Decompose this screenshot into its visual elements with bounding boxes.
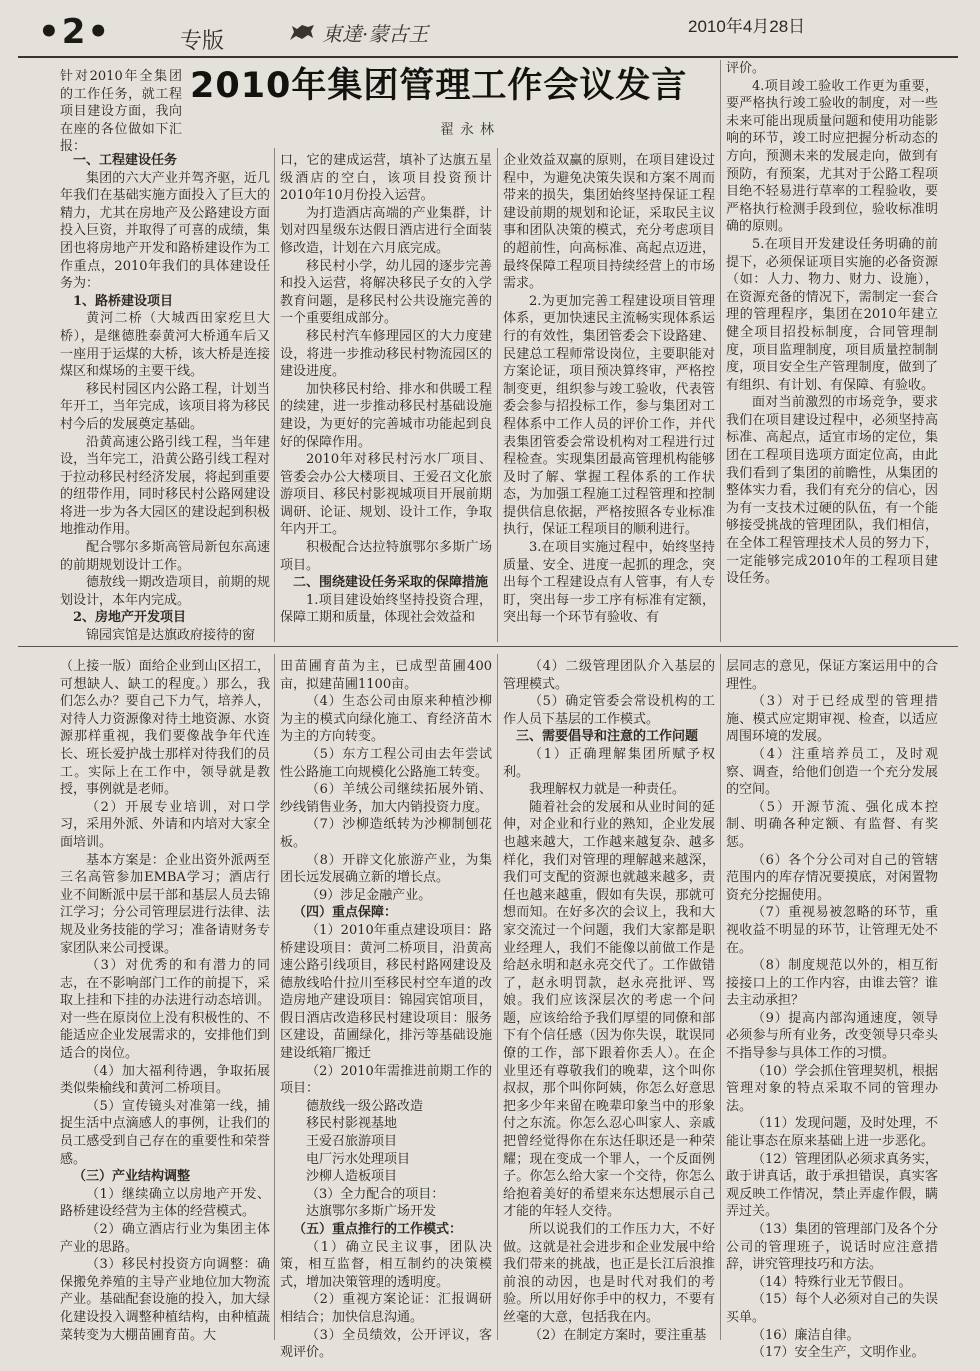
paragraph: （2）在制定方案时，要注重基: [529, 1327, 707, 1343]
paragraph: （5）东方工程公司由去年尝试性公路施工向规模化公路施工转变。: [280, 746, 492, 780]
paragraph: 积极配合达拉特旗鄂尔多斯广场项目。: [280, 540, 492, 573]
issue-date: 2010年4月28日: [688, 17, 806, 36]
paragraph: 移民村小学，幼儿园的逐步完善和投入运营，将解决移民子女的入学教育问题，是移民村公共设施完善的一个重要组成部分。: [280, 258, 492, 327]
masthead-text: 東達·蒙古王: [322, 22, 429, 46]
paragraph: （四）重点保障：: [293, 905, 398, 921]
paragraph: 面对当前激烈的市场竞争，要求我们在项目建设过程中，必须坚持高标准、高起点，适宜市场的定位，集团在工程项目选项方面定位高，由此我们看到了集团的前瞻性，从集团的整体实力看，我们有充分的信心，因为有一支技术过硬的队伍，有一个能够接受挑战的管理团队，我们相信，在全体工程管理技术人员的努力下，一定能够完成2010年的工程项目建设任务。: [726, 395, 938, 587]
paragraph: （9）涉足金融产业。: [306, 887, 432, 903]
paragraph: 移民村影视基地: [306, 1116, 398, 1132]
paragraph: 2.为更加完善工程建设项目管理体系，更加快速民主流畅实现体系运行的有效性，集团管委会下设路建、民建总工程师常设岗位，主要职能对方案论证，项目预决算终审，严格控制变更，组织参与竣工验收，代表管委会参与招投标工作，参与集团对工程体系中工作人员的评价工作，并代表集团管委会常设机构对工程进行过程检查。实现集团最高管理机构能够及时了解、掌握工程体系的工作状态，为加强工程施工过程管理和控制提供信息依据，严格按照各专业标准执行，保证工程项目的顺利进行。: [503, 293, 715, 538]
paragraph: 三、需要倡导和注意的工作问题: [516, 729, 699, 745]
paragraph: （10）学会抓住管理契机，根据管理对象的特点采取不同的管理办法。: [726, 1063, 938, 1114]
paragraph: 口，它的建成运营，填补了达旗五星级酒店的空白，该项目投资预计2010年10月份投入运营。: [280, 153, 492, 204]
paragraph: 配合鄂尔多斯高管局新包东高速的前期规划设计工作。: [60, 540, 270, 573]
paragraph: （14）特殊行业无节假日。: [752, 1274, 912, 1290]
paragraph: 德敖线一级公路改造: [306, 1098, 424, 1114]
paragraph: 2、房地产开发项目: [73, 610, 187, 626]
paragraph: （7）沙柳造纸转为沙柳制刨花板。: [280, 817, 492, 850]
paragraph: 随着社会的发展和从业时间的延伸，对企业和行业的熟知，企业发展也越来越大，工作越来越复杂、越多样化，我们对管理的理解越来越深，我们可支配的资源也就越来越多，责任也越来越重，假如有失误，那就可想而知。在好多次的会议上，我和大家交流过一个问题，我们大家都是职业经理人，我们不能像以前做工作是给赵永明和赵永亮交代了。工作做错了，赵永明罚款，赵永亮批评、骂娘。我们应该深层次的考虑一个问题，应该给给予我们厚望的同僚和部下有个信任感（因为你失误，耽误同僚的工作，部下跟着你丢人）。在企业里还有尊敬我们的晚辈，这个叫你叔叔，那个叫你阿姨，你怎么好意思把多少年来留在晚辈印象当中的形象付之东流。你怎么忍心叫家人、亲戚把曾经觉得你在东达任职还是一种荣耀；现在变成一个罪人，一个反面例子。你怎么给大家一个交待，你怎么给抱着美好的希望来东达想展示自己才能的年轻人交待。: [503, 799, 715, 1220]
paragraph: （4）二级管理团队介入基层的管理模式。: [503, 659, 715, 692]
paragraph: 移民村园区内公路工程，计划当年开工，当年完成，该项目将为移民村今后的发展奠定基础。: [60, 381, 270, 432]
paragraph: 电厂污水处理项目: [306, 1151, 411, 1167]
top-column-4: [726, 60, 938, 642]
paragraph: （11）发现问题，及时处理，不能让事态在原来基础上进一步恶化。: [726, 1116, 938, 1150]
paragraph: 层同志的意见，保证方案运用中的合理性。: [726, 659, 938, 692]
paragraph: 基本方案是：企业出资外派两至三名高管参加EMBA学习；酒店行业不间断派中层干部和基层人员去锦江学习；分公司管理层进行法律、法规及业务技能的学习；准备请财务专家团队来公司授课。: [60, 852, 270, 956]
paragraph: 集团的六大产业并驾齐驱，近几年我们在基础实施方面投入了巨大的精力，尤其在房地产及公路建设方面投入巨资，并取得了可喜的成绩，集团也将房地产开发和路桥建设作为工作重点，2010年我们的具体建设任务为：: [60, 170, 270, 292]
top-column-2: [280, 152, 492, 642]
column-divider: [274, 654, 275, 1340]
paragraph: 企业效益双赢的原则，在项目建设过程中，为避免决策失误和方案不周而带来的损失，集团始终坚持保证工程建设前期的规划和论证，采取民主议事和团队决策的模式，充分考虑项目的超前性，向高标准、高起点迈进，最终保障工程项目持续经营上的市场需求。: [503, 153, 715, 292]
paragraph: （5）确定管委会常设机构的工作人员下基层的工作模式。: [503, 694, 715, 727]
column-divider: [720, 60, 721, 642]
horse-logo-icon: [288, 22, 316, 44]
paragraph: 1.项目建设始终坚持投资合理，保障工期和质量，体现社会效益和: [280, 592, 492, 626]
column-divider: [274, 148, 275, 642]
paragraph: 一、工程建设任务: [73, 153, 178, 168]
paragraph: （3）对优秀的和有潜力的同志，在不影响部门工作的前提下，采取上挂和下挂的办法进行动态培训。对一些在原岗位上没有积极性的、不能适应企业发展需求的，安排他们到适合的岗位。: [60, 958, 270, 1062]
paragraph: （1）确立民主议事，团队决策，相互监督，相互制约的决策模式，增加决策管理的透明度。: [280, 1239, 492, 1290]
paragraph: 沿黄高速公路引线工程，当年建设，当年完工，沿黄公路引线工程对于拉动移民村经济发展，将起到重要的纽带作用，同时移民村公路网建设将进一步为各大园区的建设起到积极地推动作用。: [60, 434, 270, 538]
column-divider: [497, 148, 498, 642]
paragraph: 黄河二桥（大城西田家疙旦大桥），是继德胜泰黄河大桥通车后又一座用于运煤的大桥，该大桥是连接煤区和煤场的主要干线。: [60, 311, 270, 380]
paragraph: 我理解权力就是一种责任。: [529, 782, 686, 798]
paragraph: 为打造酒店高端的产业集群，计划对四星级东达假日酒店进行全面装修改造，计划在六月底完成。: [280, 205, 492, 256]
author-byline: 翟永林: [440, 122, 500, 138]
top-column-3: [503, 152, 715, 642]
paragraph: （1）继续确立以房地产开发、路桥建设经营为主体的经营模式。: [60, 1186, 270, 1220]
paragraph: （12）管理团队必须求真务实，敢于讲真话，敢于承担错误，真实客观反映工作情况，禁止弄虚作假，瞒弄过关。: [726, 1151, 938, 1220]
paragraph: （3）全员绩效，公开评议，客观评价。: [280, 1327, 492, 1361]
top-column-1: [60, 68, 182, 155]
section-name: 专版: [180, 29, 225, 54]
paragraph: （4）加大福利待遇，争取拓展类似柴榆线和黄河二桥项目。: [60, 1063, 270, 1097]
paragraph: （6）各个分公司对自己的管辖范围内的库存情况要摸底，对闲置物资充分挖掘使用。: [726, 852, 938, 903]
paragraph: （3）移民村投资方向调整：确保搬免养殖的主导产业地位加大物流产业。基础配套设施的投入，加大绿化建设投入调整种植结构，由种植蔬菜转变为大棚苗圃育苗。大: [60, 1257, 270, 1343]
paragraph: 二、围绕建设任务采取的保障措施: [293, 575, 489, 591]
paragraph: （五）重点推行的工作模式：: [293, 1222, 463, 1237]
paragraph: 沙柳人造板项目: [306, 1169, 398, 1185]
paragraph: （16）廉洁自律。: [752, 1327, 860, 1343]
paragraph: （9）提高内部沟通速度，领导必须参与所有业务，改变领导只牵头不指导参与具体工作的习惯。: [726, 1010, 938, 1062]
paragraph: 评价。: [726, 61, 766, 76]
paragraph: （7）重视易被忽略的环节，重视收益不明显的环节，让管理无处不在。: [726, 905, 938, 956]
paragraph: 3.在项目实施过程中，始终坚持质量、安全、进度一起抓的理念，突出每个工程建设点有人管事，有人专盯，突出每一步工序有标准有定额，突出每一个环节有验收、有: [503, 540, 715, 626]
top-column-1-lower: [60, 152, 270, 642]
paragraph: （三）产业结构调整: [73, 1169, 191, 1185]
paragraph: 王爱召旅游项目: [306, 1134, 398, 1150]
paragraph: （3）全力配合的项目：: [306, 1186, 445, 1202]
paragraph: （1）2010年重点建设项目：路桥建设项目：黄河二桥项目，沿黄高速公路引线项目，移民村路网建设及德敖线哈什拉川至移民村空车道的改造房地产建设项目：锦园宾馆项目，假日酒店改造移民村建设项目：服务区建设，苗圃绿化，排污等基础设施建设纸箱厂搬迁: [280, 922, 492, 1062]
paragraph: 2010年对移民村污水厂项目、管委会办公大楼项目、王爱召文化旅游项目、移民村影视城项目开展前期调研、论证、规划、设计工作，争取年内开工。: [280, 452, 492, 538]
paragraph: （15）每个人必须对自己的失误买单。: [726, 1292, 938, 1325]
paragraph: 达旗鄂尔多斯广场开发: [306, 1204, 437, 1220]
article-title: 2010年集团管理工作会议发言: [190, 66, 688, 106]
paragraph: （1）正确理解集团所赋予权利。: [503, 746, 715, 780]
bottom-column-1: [60, 658, 270, 1343]
paragraph: 4.项目竣工验收工作更为重要，要严格执行竣工验收的制度，对一些未来可能出现质量问题和使用功能影响的环节，竣工时应把握分析动态的方向，预测未来的发展走向，做到有预防，有预案，尤其对于公路工程项目绝不轻易进行草率的工程验收，要严格执行检测手段到位，验收标准明确的原则。: [726, 78, 938, 235]
paragraph: （2）开展专业培训，对口学习，采用外派、外请和内培对大家全面培训。: [60, 799, 270, 850]
bottom-column-4: [726, 658, 938, 1361]
paragraph: （4）生态公司由原来种植沙柳为主的模式向绿化施工、育经济苗木为主的方向转变。: [280, 694, 492, 745]
paragraph: （2）确立酒店行业为集团主体产业的思路。: [60, 1222, 270, 1255]
paragraph: （5）宣传镜头对准第一线，捕捉生活中点滴感人的事例，让我们的员工感受到自己存在的重要性和荣誉感。: [60, 1098, 270, 1167]
paragraph: （2）2010年需推进前期工作的项目：: [280, 1063, 492, 1097]
paragraph: 加快移民村给、排水和供暖工程的续建，进一步推动移民村基础设施建设，为更好的完善城市功能起到良好的保障作用。: [280, 381, 492, 450]
paragraph: 针对2010年全集团的工作任务，就工程项目建设方面，我向在座的各位做如下汇报：: [60, 69, 182, 155]
page-header: [0, 0, 980, 58]
paragraph: 1、路桥建设项目: [73, 293, 174, 309]
column-divider: [497, 654, 498, 1340]
bottom-column-3: [503, 658, 715, 1343]
paragraph: 田苗圃育苗为主，已成型苗圃400亩，拟建苗圃1100亩。: [280, 659, 492, 692]
paragraph: 锦园宾馆是达旗政府接待的窗: [86, 628, 256, 644]
paragraph: 5.在项目开发建设任务明确的前提下，必须保证项目实施的必备资源（如：人力、物力、财力、设施），在资源充备的情况下，需制定一套合理的管理程序，集团在2010年建立健全项目招投标制度，合同管理制度，项目监理制度，项目质量控制制度，项目安全生产管理制度，做到了有组织、有计划、有保障、有验收。: [726, 236, 938, 393]
paragraph: （13）集团的管理部门及各个分公司的管理班子，说话时应注意措辞，讲究管理技巧和方法。: [726, 1222, 938, 1273]
paragraph: 德敖线一期改造项目，前期的规划设计，本年内完成。: [60, 575, 270, 608]
paragraph: （6）羊绒公司继续拓展外销、纱线销售业务，加大内销投资力度。: [280, 782, 492, 815]
page-number: •2•: [38, 12, 112, 52]
paragraph: 移民村汽车修理园区的大力度建设，将进一步推动移民村物流园区的建设进度。: [280, 328, 492, 380]
paragraph: （17）安全生产，文明作业。: [752, 1345, 925, 1361]
paragraph: （2）重视方案论证：汇报调研相结合；加快信息沟通。: [280, 1292, 492, 1325]
paragraph: 所以说我们的工作压力大，不好做。这就是社会进步和企业发展中给我们带来的挑战，也正是长江后浪推前浪的动因，也是时代对我们的考验。所以用好你手中的权力，不要有丝毫的大意，包括我在内。: [503, 1222, 715, 1325]
paragraph: （5）开源节流、强化成本控制、明确各种定额、有监督、有奖惩。: [726, 799, 938, 850]
paragraph: （8）制度规范以外的，相互衔接接口上的工作内容，由谁去管？谁去主动承担？: [726, 958, 938, 1009]
paragraph: （上接一版）面给企业到山区招工，可想缺人、缺工的程度。）那么，我们怎么办？要自己下力气，培养人，对待人力资源像对待土地资源、水资源那样重视，我们要像战争年代连长、班长爱护战士那样对待我们的员工。实际上在工作中，领导就是教授，事例就是老师。: [60, 659, 270, 798]
section-divider: [18, 646, 958, 647]
masthead: [288, 18, 428, 47]
column-divider: [720, 654, 721, 1340]
paragraph: （4）注重培养员工，及时观察、调查，给他们创造一个充分发展的空间。: [726, 746, 938, 798]
paragraph: （3）对于已经成型的管理措施、模式应定期审视、检查，以适应周围环境的发展。: [726, 694, 938, 745]
bottom-column-2: [280, 658, 492, 1361]
paragraph: （8）开辟文化旅游产业，为集团长远发展确立新的增长点。: [280, 852, 492, 886]
